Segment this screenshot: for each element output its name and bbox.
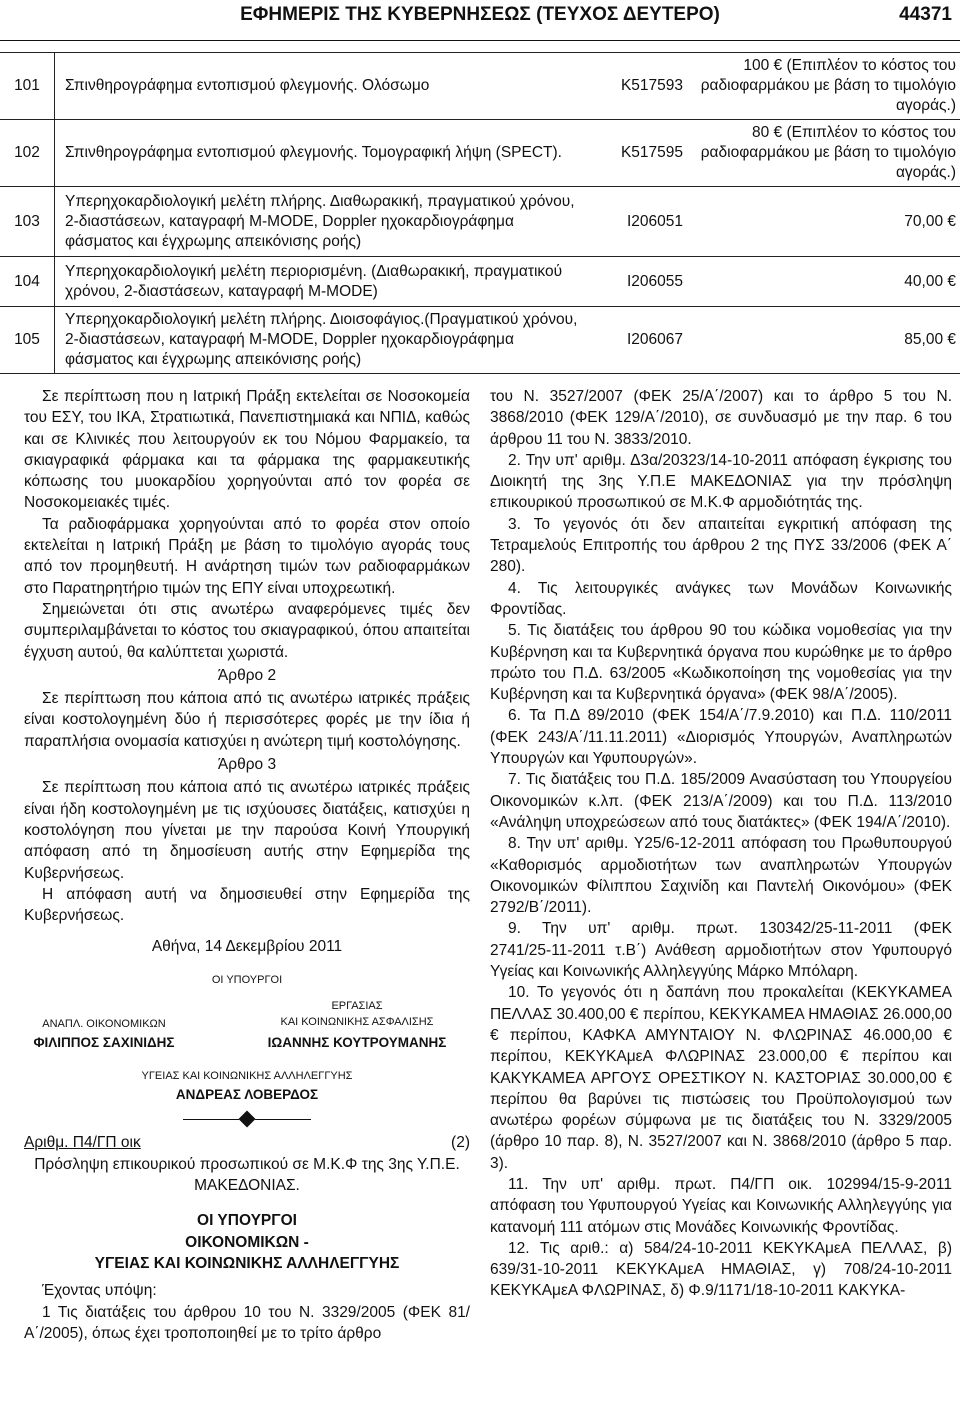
gazette-title: ΕΦΗΜΕΡΙΣ ΤΗΣ ΚΥΒΕΡΝΗΣΕΩΣ (ΤΕΥΧΟΣ ΔΕΥΤΕΡΟ)	[240, 4, 720, 25]
procedure-price: 85,00 €	[687, 307, 960, 374]
signatory-role: ΑΝΑΠΛ. ΟΙΚΟΝΟΜΙΚΩΝ	[42, 1018, 166, 1031]
table-row	[0, 257, 960, 307]
paragraph: Σημειώνεται ότι στις ανωτέρω αναφερόμενες τιμές δεν συμπεριλαμβάνεται το κόστος του σκιαγραφικού, όπου απαιτείται έγχυση αυτού, θα καλύπτεται χωριστά.	[24, 600, 470, 661]
decision-number: Αριθμ. Π4/ΓΠ οικ	[24, 1134, 141, 1152]
divider-line	[255, 1119, 311, 1120]
table-row	[0, 120, 960, 187]
procedure-code: Ι206051	[589, 187, 687, 257]
paragraph: 12. Τις αριθ.: α) 584/24‑10‑2011 ΚΕΚΥΚΑμεΑ ΠΕΛΛΑΣ, β) 639/31‑10‑2011 ΚΕΚΥΚΑμεΑ ΗΜΑΘΙΑΣ, γ) 708/24‑10‑2011 ΚΕΚΥΚΑμεΑ ΦΛΩΡΙΝΑΣ, δ) Φ.9/1171/18‑10‑2011 ΚΑΚΥΚΑ‑	[490, 1239, 952, 1300]
paragraph: 5. Τις διατάξεις του άρθρου 90 του κώδικα νομοθεσίας για την Κυβέρνηση και τα Κυβερνητικά όργανα που κυρώθηκε με το άρθρο πρώτο του Π.Δ. 63/2005 «Κωδικοποίηση της νομοθεσίας για την Κυβέρνηση και τα Κυβερνητικά όργανα» (ΦΕΚ 98/Α΄/2005).	[490, 622, 952, 704]
signatory-role: ΚΑΙ ΚΟΙΝΩΝΙΚΗΣ ΑΣΦΑΛΙΣΗΣ	[280, 1016, 434, 1029]
section-divider	[24, 1106, 470, 1132]
decision-subject: Πρόσληψη επικουρικού προσωπικού σε Μ.Κ.Φ της 3ης Υ.Π.Ε. ΜΑΚΕΔΟΝΙΑΣ.	[34, 1155, 460, 1195]
date-place: Αθήνα, 14 Δεκεμβρίου 2011	[151, 938, 343, 956]
procedure-description: Σπινθηρογράφημα εντοπισμού φλεγμονής. Τομογραφική λήψη (SPECT).	[55, 120, 590, 187]
paragraph: 2. Την υπ' αριθμ. Δ3α/20323/14‑10‑2011 απόφαση έγκρισης του Διοικητή της 3ης Υ.Π.Ε ΜΑΚΕΔΟΝΙΑΣ για την πρόσληψη επικουρικού προσωπικού σε Μ.Κ.Φ αρμοδιότητάς της.	[490, 451, 952, 512]
row-number: 101	[0, 53, 55, 120]
signatory-name: ΦΙΛΙΠΠΟΣ ΣΑΧΙΝΙΔΗΣ	[33, 1035, 175, 1051]
procedure-code: Ι206055	[589, 257, 687, 307]
right-column	[490, 386, 952, 1302]
paragraph: 7. Τις διατάξεις του Π.Δ. 185/2009 Ανασύσταση του Υπουργείου Οικονομικών κ.λπ. (ΦΕΚ 213/Α΄/2009) και του Π.Δ. 113/2010 «Ανάληψη υποχρεώσεων από τους διατάκτες» (ΦΕΚ 194/Α΄/2010).	[490, 771, 952, 831]
paragraph: Σε περίπτωση που κάποια από τις ανωτέρω ιατρικές πράξεις είναι ήδη κοστολογημένη με τις ισχύουσες διατάξεις, κατισχύει η κοστολόγηση που γίνεται με την παρούσα Κοινή Υπουργική απόφαση από τη δημοσίευση αυτής στην Εφημερίδα της Κυβερνήσεως.	[24, 779, 470, 882]
procedure-price: 40,00 €	[687, 257, 960, 307]
procedure-description: Υπερηχοκαρδιολογική μελέτη πλήρης. Διοισοφάγιος.(Πραγματικού χρόνου, 2‑διαστάσεων, καταγραφή M‑MODE, Doppler ηχοκαρδιογράφημα φάσματος και έγχρωμης απεικόνισης ροής)	[55, 307, 590, 374]
paragraph: 10. Το γεγονός ότι η δαπάνη που προκαλείται (ΚΕΚΥΚΑΜΕΑ ΠΕΛΛΑΣ 30.400,00 € περίπου, ΚΕΚΥΚΑΜΕΑ ΗΜΑΘΙΑΣ 26.000,00 € περίπου, ΚΑΦΚΑ ΑΜΥΝΤΑΙΟΥ Ν. ΦΛΩΡΙΝΑΣ 46.000,00 € περίπου, ΚΕΚΥΚΑμεΑ ΦΛΩΡΙΝΑΣ 23.000,00 € περίπου και ΚΑΚΥΚΑΜΕΑ ΑΡΓΟΥΣ ΟΡΕΣΤΙΚΟΥ Ν. ΚΑΣΤΟΡΙΑΣ 30.000,00 € περίπου θα βαρύνει τις πιστώσεις του Προϋπολογισμού των ανωτέρω φορέων σύμφωνα με τις διατάξεις του Ν. 3329/2005 (άρθρο 10 παρ. 8), Ν. 3527/2007 και Ν. 3868/2010 (άρθρο 5 παρ. 3).	[490, 984, 952, 1172]
procedure-code: Ι206067	[589, 307, 687, 374]
paragraph: του Ν. 3527/2007 (ΦΕΚ 25/Α΄/2007) και το άρθρο 5 του Ν. 3868/2010 (ΦΕΚ 129/Α΄/2010), σε συνδυασμό με την παρ. 6 του άρθρου 11 του Ν. 3833/2010.	[490, 388, 952, 448]
signatory-name: ΙΩΑΝΝΗΣ ΚΟΥΤΡΟΥΜΑΝΗΣ	[267, 1035, 447, 1051]
procedure-price: 80 € (Επιπλέον το κόστος του ραδιοφαρμάκου με βάση το τιμολόγιο αγοράς.)	[687, 120, 960, 187]
procedure-price: 70,00 €	[687, 187, 960, 257]
signatory-role: ΕΡΓΑΣΙΑΣ	[331, 1000, 383, 1013]
paragraph: 1 Τις διατάξεις του άρθρου 10 του Ν. 3329/2005 (ΦΕΚ 81/Α΄/2005), όπως έχει τροποποιηθεί με το τρίτο άρθρο	[24, 1303, 470, 1342]
paragraph: 11. Την υπ' αριθμ. πρωτ. Π4/ΓΠ οικ. 102994/15‑9‑2011 απόφαση του Υφυπουργού Υγείας και Κοινωνικής Αλληλεγγύης για κατανομή 111 ατόμων στις Μονάδες Κοινωνικής Φροντίδας.	[490, 1175, 952, 1236]
page-header	[0, 0, 960, 41]
paragraph: Σε περίπτωση που η Ιατρική Πράξη εκτελείται σε Νοσοκομεία του ΕΣΥ, του ΙΚΑ, Στρατιωτικά, Πανεπιστημιακά και ΝΠΙΔ, καθώς και σε Κλινικές που λειτουργούν εκ του Νόμου Φαρμακείο, τα σκιαγραφικά φάρμακα και τα φάρμακα της φαρμακευτικής κόπωσης του μυοκαρδίου χορηγούνται από τον φορέα σε Νοσοκομειακές τιμές.	[24, 388, 470, 512]
paragraph: Η απόφαση αυτή να δημοσιευθεί στην Εφημερίδα της Κυβερνήσεως.	[24, 885, 470, 925]
ministries-line: ΥΓΕΙΑΣ ΚΑΙ ΚΟΙΝΩΝΙΚΗΣ ΑΛΛΗΛΕΓΓΥΗΣ	[94, 1254, 400, 1272]
ministries-line: ΟΙΚΟΝΟΜΙΚΩΝ ‑	[185, 1233, 309, 1251]
article-heading: Άρθρο 3	[217, 756, 277, 774]
table-row	[0, 53, 960, 120]
left-column	[24, 386, 470, 1344]
procedure-price: 100 € (Επιπλέον το κόστος του ραδιοφαρμάκου με βάση το τιμολόγιο αγοράς.)	[687, 53, 960, 120]
paragraph: 9. Την υπ' αριθμ. πρωτ. 130342/25‑11‑2011 (ΦΕΚ 2741/25‑11‑2011 τ.Β΄) Ανάθεση αρμοδιοτήτων στον Υφυπουργό Υγείας και Κοινωνικής Αλληλεγγύης Μάρκο Μπόλαρη.	[490, 920, 952, 981]
row-number: 104	[0, 257, 55, 307]
page-number: 44371	[899, 4, 952, 25]
procedure-code: Κ517595	[589, 120, 687, 187]
decision-header	[24, 1132, 470, 1153]
table-row	[0, 187, 960, 257]
paragraph: 4. Τις λειτουργικές ανάγκες των Μονάδων Κοινωνικής Φροντίδας.	[490, 579, 952, 618]
row-number: 103	[0, 187, 55, 257]
article-heading: Άρθρο 2	[217, 666, 277, 684]
paragraph: 6. Τα Π.Δ 89/2010 (ΦΕΚ 154/Α΄/7.9.2010) και Π.Δ. 110/2011 (ΦΕΚ 243/Α΄/11.11.2011) «Διορισμός Υπουργών, Αναπληρωτών Υπουργών και Υφυπουργών».	[490, 707, 952, 768]
row-number: 102	[0, 120, 55, 187]
fee-table	[0, 52, 960, 374]
diamond-icon	[239, 1111, 256, 1128]
row-number: 105	[0, 307, 55, 374]
table-row	[0, 307, 960, 374]
ministers-title: ΟΙ ΥΠΟΥΡΓΟΙ	[197, 1212, 297, 1230]
paragraph: 8. Την υπ' αριθμ. Υ25/6‑12‑2011 απόφαση του Πρωθυπουργού «Καθορισμός αρμοδιοτήτων των αναπληρωτών Υπουργών Οικονομικών Φίλιππου Σαχινίδη και Παντελή Οικονόμου» (ΦΕΚ 2792/Β΄/2011).	[490, 835, 952, 917]
procedure-description: Υπερηχοκαρδιολογική μελέτη πλήρης. Διαθωρακική, πραγματικού χρόνου, 2‑διαστάσεων, καταγραφή M‑MODE, Doppler ηχοκαρδιογράφημα φάσματος και έγχρωμης απεικόνισης ροής)	[55, 187, 590, 257]
paragraph: Σε περίπτωση που κάποια από τις ανωτέρω ιατρικές πράξεις είναι κοστολογημένη δύο ή περισσότερες φορές με την ίδια ή παραπλήσια ονομασία κατισχύει η ανώτερη τιμή κοστολόγησης.	[24, 690, 470, 750]
having-regard: Έχοντας υπόψη:	[42, 1282, 157, 1300]
divider-line	[183, 1119, 239, 1120]
signatory-name: ΑΝΔΡΕΑΣ ΛΟΒΕΡΔΟΣ	[175, 1087, 319, 1103]
ministers-label: ΟΙ ΥΠΟΥΡΓΟΙ	[211, 974, 283, 987]
procedure-description: Σπινθηρογράφημα εντοπισμού φλεγμονής. Ολόσωμο	[55, 53, 590, 120]
procedure-code: Κ517593	[589, 53, 687, 120]
signature-block	[24, 926, 470, 1106]
paragraph: Τα ραδιοφάρμακα χορηγούνται από το φορέα στον οποίο εκτελείται η Ιατρική Πράξη με βάση το τιμολόγιο αγοράς τους από τον προμηθευτή. Η ανάρτηση τιμών των ραδιοφαρμάκων στο Παρατηρητήριο τιμών της ΕΠΥ είναι υποχρεωτική.	[24, 515, 470, 597]
signatory-role: ΥΓΕΙΑΣ ΚΑΙ ΚΟΙΝΩΝΙΚΗΣ ΑΛΛΗΛΕΓΓΥΗΣ	[141, 1070, 353, 1083]
procedure-description: Υπερηχοκαρδιολογική μελέτη περιορισμένη. (Διαθωρακική, πραγματικού χρόνου, 2‑διαστάσεων, καταγραφή M‑MODE)	[55, 257, 590, 307]
paragraph: 3. Το γεγονός ότι δεν απαιτείται εγκριτική απόφαση της Τετραμελούς Επιτροπής του άρθρου 2 της ΠΥΣ 33/2006 (ΦΕΚ Α΄ 280).	[490, 515, 952, 576]
decision-count: (2)	[451, 1134, 470, 1152]
